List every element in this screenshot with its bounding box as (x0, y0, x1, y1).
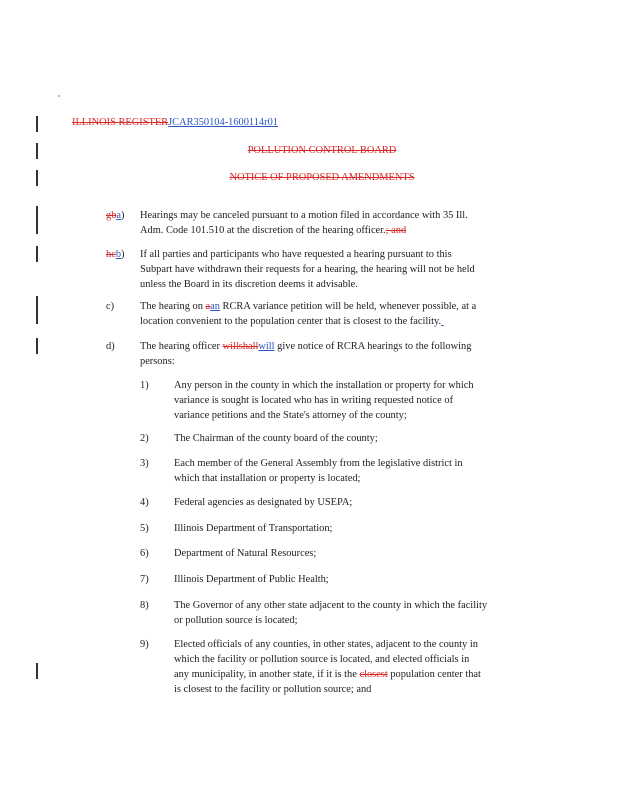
subitem-text: Any person in the county in which the installation or property for which (174, 380, 474, 391)
subitem-text: which that installation or property is located; (174, 473, 361, 484)
subitem-text: Each member of the General Assembly from the legislative district in (174, 458, 463, 469)
item-c-text: location convenient to the population center that is closest to the facility. (140, 316, 442, 327)
subitem-text: or pollution source is located; (174, 615, 298, 626)
subitem-text: The Governor of any other state adjacent to the county in which the facility (174, 600, 488, 611)
change-bar (36, 246, 38, 262)
subitem-number: 7) (140, 574, 149, 585)
item-b-text: unless the Board in its discretion deems it advisable. (140, 279, 358, 290)
subitem-number: 2) (140, 433, 149, 444)
subitem-text: variance petitions and the State's attorney of the county; (174, 410, 407, 421)
item-d-label: d) (106, 341, 115, 352)
item-a-text: Adm. Code 101.510 at the discretion of the hearing officer.; and (140, 225, 407, 236)
change-bar (36, 296, 38, 324)
subitem-number: 5) (140, 523, 149, 534)
subitem-text: any municipality, in another state, if it is the closest population center that (174, 669, 481, 680)
subitem-text: Federal agencies as designated by USEPA; (174, 497, 353, 508)
change-bar (36, 663, 38, 679)
subitem-text: variance is sought is located who has in writing requested notice of (174, 395, 454, 406)
register-deleted: ILLINOIS REGISTER (72, 117, 169, 128)
subitem-text: Illinois Department of Public Health; (174, 574, 329, 585)
change-bar (36, 206, 38, 234)
register-inserted: JCAR350104-1600114r01 (168, 117, 278, 128)
board-title: POLLUTION CONTROL BOARD (247, 145, 397, 156)
subitem-text: Department of Natural Resources; (174, 548, 317, 559)
item-c-text: The hearing on aan RCRA variance petition will be held, whenever possible, at a (140, 301, 477, 312)
subitem-text: Elected officials of any counties, in other states, adjacent to the county in (174, 639, 478, 650)
change-bar (36, 116, 38, 132)
subitem-number: 8) (140, 600, 149, 611)
scan-speck (58, 95, 60, 97)
subitem-text: Illinois Department of Transportation; (174, 523, 333, 534)
item-a-text: Hearings may be canceled pursuant to a motion filed in accordance with 35 Ill. (140, 210, 468, 221)
item-d-text: The hearing officer willshallwill give notice of RCRA hearings to the following (140, 341, 472, 352)
item-b-text: Subpart have withdrawn their requests for a hearing, the hearing will not be held (140, 264, 475, 275)
notice-title: NOTICE OF PROPOSED AMENDMENTS (229, 172, 415, 183)
subitem-number: 1) (140, 380, 149, 391)
subitem-text: The Chairman of the county board of the county; (174, 433, 378, 444)
change-bar (36, 338, 38, 354)
item-b-text: If all parties and participants who have requested a hearing pursuant to this (140, 249, 452, 260)
subitem-text: is closest to the facility or pollution source; and (174, 684, 372, 695)
item-b-label: hcb) (106, 249, 125, 260)
subitem-number: 9) (140, 639, 149, 650)
subitem-number: 3) (140, 458, 149, 469)
subitem-number: 4) (140, 497, 149, 508)
item-c-label: c) (106, 301, 115, 312)
subitem-text: which the facility or pollution source is located, and elected officials in (174, 654, 470, 665)
item-d-text: persons: (140, 356, 175, 367)
item-a-label: gba) (106, 210, 125, 221)
subitem-number: 6) (140, 548, 149, 559)
register-header (72, 118, 278, 128)
